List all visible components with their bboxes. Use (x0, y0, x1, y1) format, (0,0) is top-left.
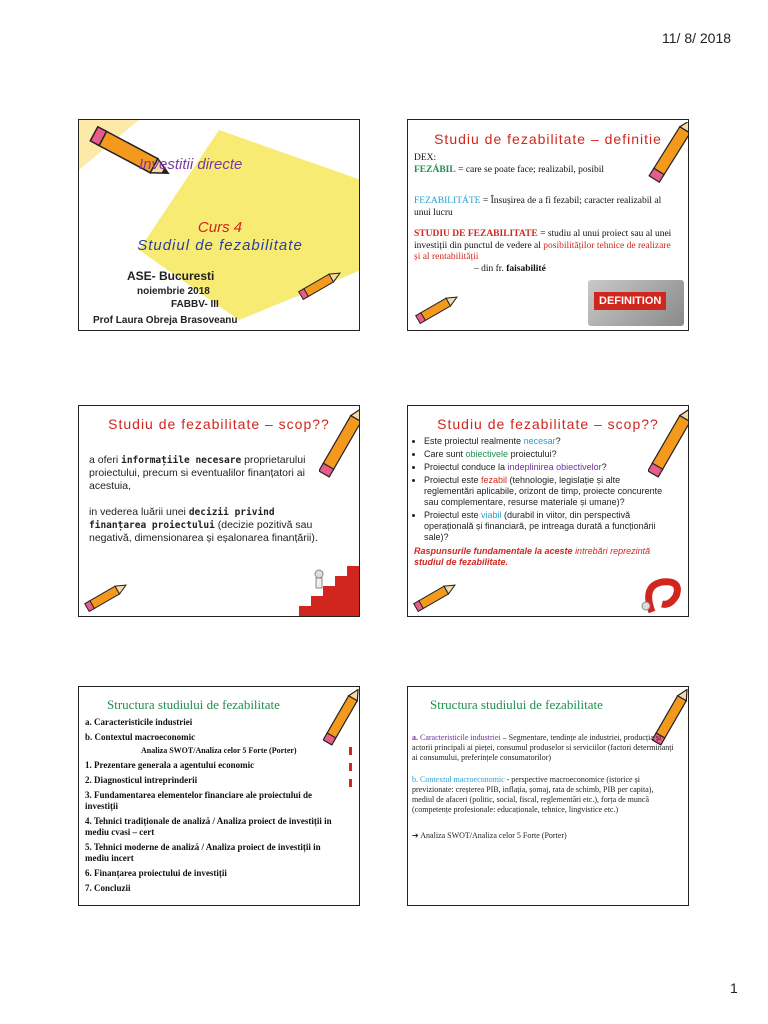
fezabilitate-term: FEZABILITÁTE (414, 196, 481, 206)
fezabilitate-def: = Însușirea de a fi fezabil; caracter realizabil al unui lucru (414, 196, 662, 218)
slide-1 (78, 119, 360, 331)
list-item: 3. Fundamentarea elementelor financiare ale proiectului de investiții (85, 790, 313, 811)
slide4-title: Studiu de fezabilitate – scop?? (437, 416, 659, 432)
pencil-icon (87, 124, 177, 184)
origin-word: faisabilité (506, 263, 546, 274)
slide1-title: Investitii directe (139, 156, 243, 173)
studiu-def: = studiu al unui proiect sau al unei investiții din punctul de vedere al (414, 229, 672, 251)
list-item: • Proiectul este viabil (durabil in viitor, din perspectivă operațională și financiară, pe intreaga durată a funcționării sale)? (424, 510, 664, 543)
list-item: • Care sunt obiectivele proiectului? (424, 449, 664, 460)
list-item: 7. Concluzii (85, 883, 131, 893)
list-item: b. Contextul macroeconomic (85, 732, 196, 742)
studiu-highlight: posibilităților tehnice de realizare și al rentabilității (414, 240, 671, 262)
list-item: • Este proiectul realmente necesar? (424, 436, 664, 447)
list-item: Analiza SWOT/Analiza celor 5 Forte (Porter) (141, 746, 297, 755)
slide4-conclusion: Raspunsurile fundamentale la aceste intrebări reprezintă studiul de fezabilitate. (414, 546, 651, 567)
slide2-fezabilitate (414, 196, 676, 219)
list-item: • Proiectul este fezabil (tehnologie, legislație și alte reglementări aplicabile, orizont de timp, proiecte concurente sau complementare, resurse materiale și umane)? (424, 475, 664, 508)
list-item: 4. Tehnici tradiționale de analiză / Analiza proiect de investiții in mediu cvasi – cert (85, 816, 332, 837)
slide-4 (407, 405, 689, 617)
fezabil-term: FEZÁBIL (414, 164, 456, 175)
slide2-fezabil (414, 165, 676, 177)
slide-3 (78, 405, 360, 617)
slide1-date: noiembrie 2018 (137, 286, 210, 297)
stairs-figure-icon (279, 556, 359, 616)
list-item: • Proiectul conduce la indeplinirea obiectivelor? (424, 462, 664, 473)
list-item: 1. Prezentare generala a agentului economic (85, 760, 255, 770)
slide4-question-list (414, 436, 664, 543)
definition-badge: DEFINITION (594, 292, 666, 310)
list-item: 2. Diagnosticul intreprinderii (85, 775, 198, 785)
slide2-origin: – din fr. faisabilité (474, 263, 546, 274)
slide1-subtitle: Studiul de fezabilitate (137, 237, 303, 254)
definition-image (588, 280, 684, 326)
slide2-studiu (414, 229, 676, 264)
pencil-icon-small (412, 578, 462, 614)
slide5-side-marks (349, 747, 352, 787)
question-figure-icon (632, 576, 686, 616)
header-date: 11/ 8/ 2018 (662, 30, 732, 46)
slide6-item-c: ➔ Analiza SWOT/Analiza celor 5 Forte (Porter) (412, 831, 567, 840)
fezabil-def: = care se poate face; realizabil, posibil (455, 164, 605, 175)
pencil-icon-small (414, 290, 464, 326)
slide1-author: Prof Laura Obreja Brasoveanu (93, 315, 238, 326)
list-item: 6. Finanțarea proiectului de investiții (85, 868, 227, 878)
slide-5 (78, 686, 360, 906)
slide1-course: Curs 4 (197, 219, 243, 236)
slide-2 (407, 119, 689, 331)
studiu-term: STUDIU DE FEZABILITATE (414, 229, 538, 239)
slide1-program: FABBV- III (171, 299, 219, 310)
slide3-paragraph-1: a oferi informațiile necesare proprietarului proiectului, precum si eventualilor finanțatori ai acestuia, (89, 454, 306, 492)
slide-6 (407, 686, 689, 906)
slide3-paragraph-2: in vederea luării unei decizii privind finanțarea proiectului (decizie pozitivă sau negativă, dimensionarea și eșalonarea finanțării). (89, 506, 318, 544)
list-item: a. Caracteristicile industriei (85, 717, 193, 727)
pencil-icon-small (83, 578, 133, 614)
slide6-item-b: b. Contextul macroeconomic - perspective macroeconomice (istorice și previzionate: creșterea PIB, inflația, șomaj, rata de schimb, PIB per capita), mediul de afaceri (politic, social, fiscal, reglementări etc.), forța de muncă (competențe profesionale: educaționale, tehnice, lingvistice etc.) (412, 775, 654, 814)
page-number: 1 (730, 980, 738, 996)
slide3-title: Studiu de fezabilitate – scop?? (108, 416, 330, 432)
arrow-right-icon: ➔ (412, 831, 421, 840)
slide6-item-a: a. Caracteristicile industriei – Segmentare, tendințe ale industriei, producția și actorii principali ai pieței, consumul produselor si serviciilor (factori determinanți ai consumului, preferințele consumatorilor) (412, 733, 674, 762)
slide2-dex: DEX: (414, 153, 437, 163)
slide6-title: Structura studiului de fezabilitate (430, 697, 603, 712)
slide2-title: Studiu de fezabilitate – definitie (434, 131, 662, 147)
slide5-title: Structura studiului de fezabilitate (107, 697, 280, 712)
pencil-icon-small (297, 266, 347, 302)
list-item: 5. Tehnici moderne de analiză / Analiza proiect de investiții in mediu incert (85, 842, 321, 863)
slide1-school: ASE- Bucuresti (127, 269, 215, 283)
